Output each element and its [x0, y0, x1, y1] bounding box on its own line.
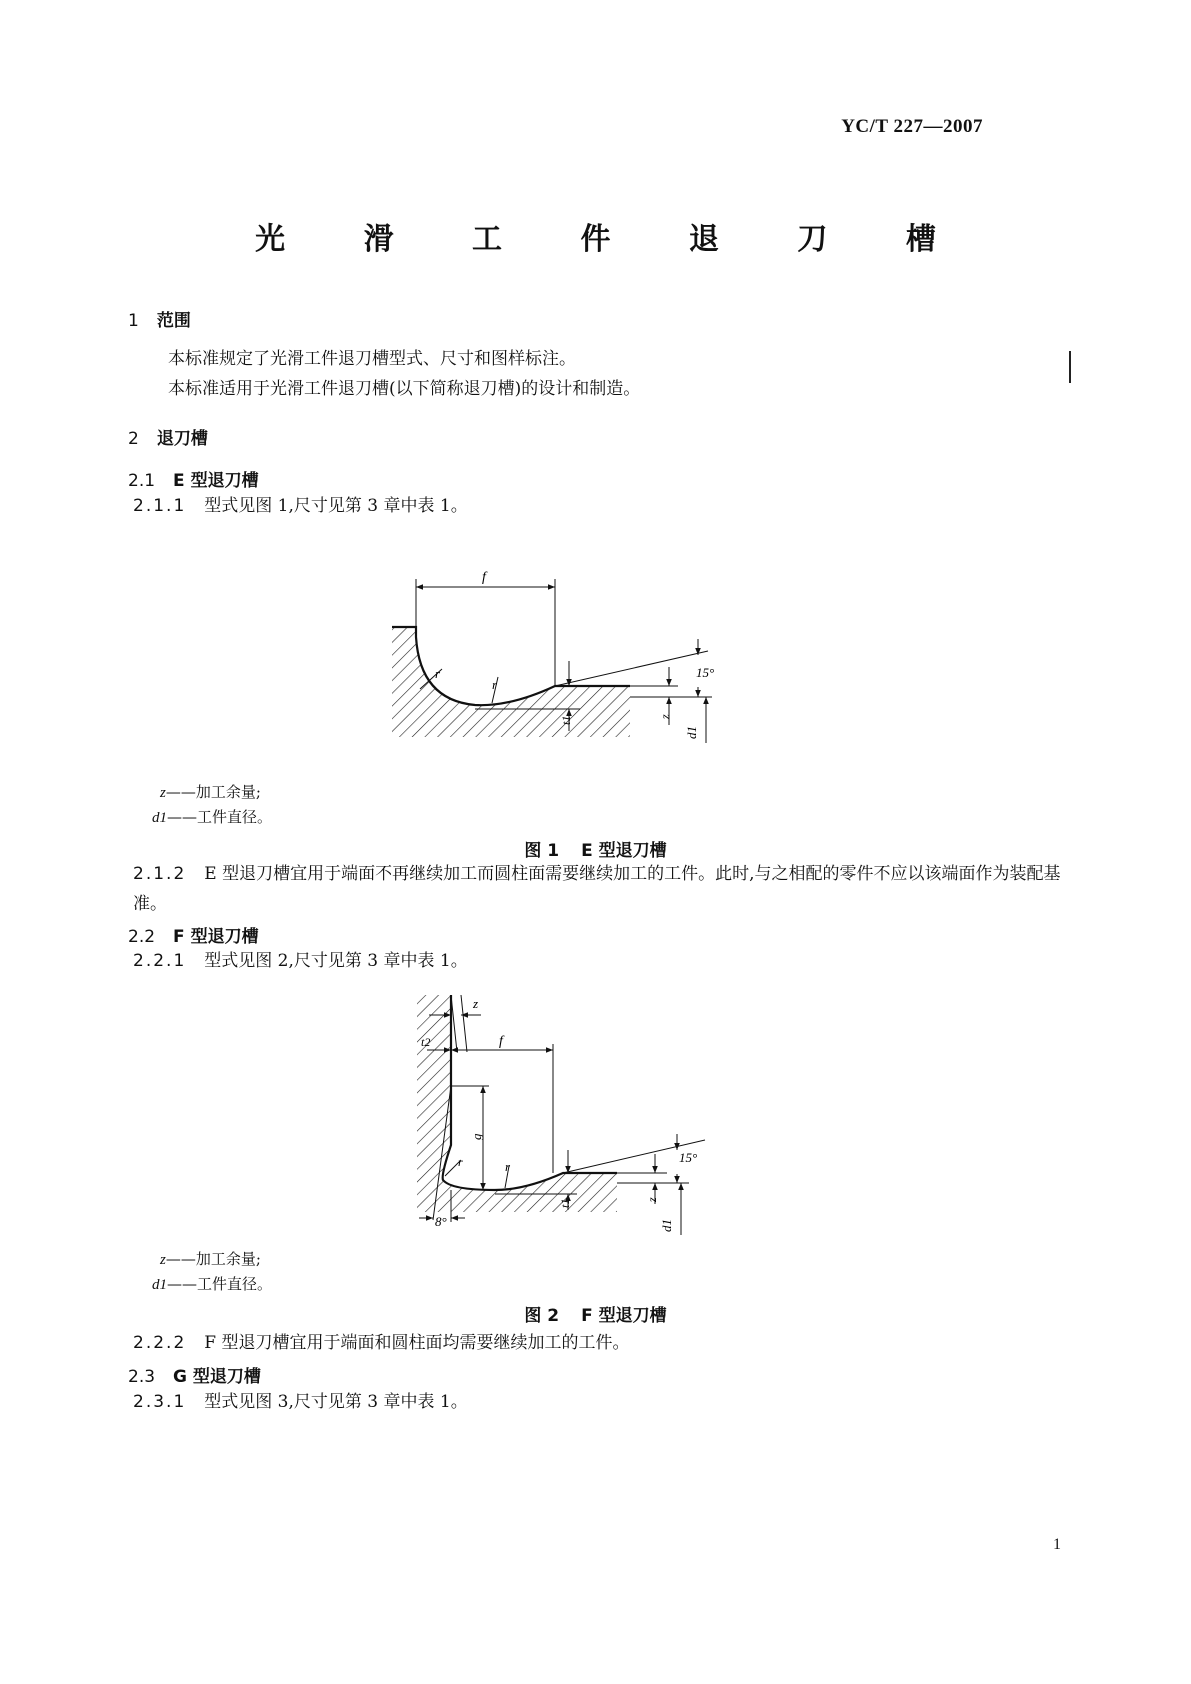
label-r2: r: [505, 1159, 511, 1174]
workpiece-hatch: [417, 995, 617, 1212]
section-number: 2: [128, 429, 139, 449]
z-ext-line-2: [461, 995, 467, 1052]
section-title: F 型退刀槽: [173, 927, 259, 947]
legend-row: [160, 780, 272, 805]
clause-number: 2.2.1: [133, 951, 187, 971]
clause-2-3-1: [133, 1387, 1068, 1417]
label-angle-8: 8°: [435, 1214, 447, 1229]
clause-number: 2.1.1: [133, 496, 187, 516]
clause-text: 型式见图 1,尺寸见第 3 章中表 1。: [204, 496, 468, 516]
section-2-3-heading: [128, 1362, 261, 1387]
figure-1-legend: [152, 780, 273, 830]
label-z: z: [658, 714, 672, 719]
legend-symbol: d1: [152, 1277, 167, 1293]
legend-symbol: d1: [152, 810, 167, 826]
taper-line: [555, 651, 708, 686]
legend-row: [152, 805, 272, 830]
legend-symbol: z: [160, 1252, 166, 1268]
figure-number: 图 2: [524, 1306, 560, 1326]
page-number: 1: [1053, 1536, 1061, 1553]
label-r1: r: [458, 1155, 463, 1169]
legend-description: ——工件直径。: [167, 1275, 273, 1293]
legend-description: ——工件直径。: [167, 808, 273, 826]
label-z-top: z: [473, 996, 479, 1011]
label-t1: t1: [559, 715, 573, 725]
section-number: 2.3: [128, 1367, 156, 1387]
clause-number: 2.1.2: [133, 864, 187, 884]
label-t2: t2: [421, 1035, 431, 1049]
clause-number: 2.2.2: [133, 1333, 187, 1353]
legend-description: ——加工余量;: [165, 783, 261, 801]
section-number: 2.2: [128, 927, 156, 947]
revision-bar: [1069, 351, 1071, 383]
clause-2-1-2: [133, 859, 1068, 919]
groove-profile: [443, 995, 617, 1190]
legend-symbol: z: [160, 785, 166, 801]
clause-text: E 型退刀槽宜用于端面不再继续加工而圆柱面需要继续加工的工件。此时,与之相配的零件不应以该端面作为装配基准。: [133, 864, 1061, 914]
section-title: E 型退刀槽: [173, 471, 259, 491]
section-2-heading: [128, 424, 208, 449]
legend-description: ——加工余量;: [165, 1250, 261, 1268]
clause-text: 型式见图 2,尺寸见第 3 章中表 1。: [204, 951, 468, 971]
label-d1: d1: [659, 1219, 674, 1232]
label-f: f: [499, 1034, 503, 1049]
legend-row: [152, 1272, 272, 1297]
figure-2-drawing: [405, 990, 725, 1240]
clause-2-1-1: [133, 491, 1068, 521]
figure-2-legend: [152, 1247, 273, 1297]
clause-text: 型式见图 3,尺寸见第 3 章中表 1。: [204, 1392, 468, 1412]
standard-code: YC/T 227—2007: [841, 116, 983, 137]
clause-text: F 型退刀槽宜用于端面和圆柱面均需要继续加工的工件。: [204, 1333, 630, 1353]
label-r2: r: [492, 677, 498, 692]
figure-2-caption: [0, 1301, 1191, 1326]
section-number: 1: [128, 311, 139, 331]
section-title: 退刀槽: [156, 429, 208, 449]
scope-paragraph-1: 本标准规定了光滑工件退刀槽型式、尺寸和图样标注。: [168, 349, 576, 369]
legend-row: [160, 1247, 272, 1272]
clause-2-2-2: [133, 1328, 1068, 1358]
page-title: 光 滑 工 件 退 刀 槽: [255, 222, 970, 257]
section-title: 范围: [156, 311, 191, 331]
figure-caption-text: F 型退刀槽: [581, 1306, 667, 1326]
label-angle-15: 15°: [679, 1150, 698, 1165]
section-2-2-heading: [128, 922, 259, 947]
label-f: f: [482, 570, 486, 585]
label-z: z: [645, 1197, 659, 1202]
figure-1-drawing: [380, 565, 730, 750]
section-title: G 型退刀槽: [173, 1367, 261, 1387]
scope-paragraph-2: 本标准适用于光滑工件退刀槽(以下简称退刀槽)的设计和制造。: [168, 379, 641, 399]
figure-1-caption: [0, 836, 1191, 861]
clause-2-2-1: [133, 946, 1068, 976]
label-d1: d1: [684, 726, 699, 739]
section-1-heading: [128, 306, 191, 331]
clause-number: 2.3.1: [133, 1392, 187, 1412]
label-r1: r: [435, 666, 441, 681]
label-t1: t1: [558, 1198, 572, 1208]
figure-number: 图 1: [524, 841, 560, 861]
figure-caption-text: E 型退刀槽: [581, 841, 667, 861]
section-2-1-heading: [128, 466, 259, 491]
label-angle: 15°: [696, 665, 715, 680]
label-g: g: [469, 1133, 484, 1140]
section-number: 2.1: [128, 471, 156, 491]
